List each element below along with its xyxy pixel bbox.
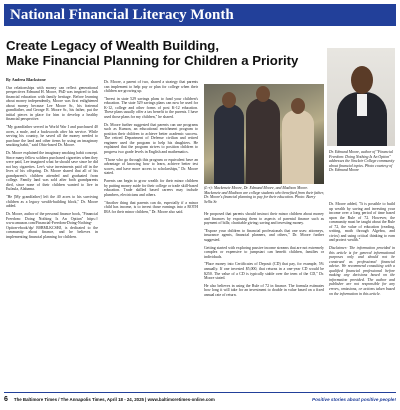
paragraph: Dr. Moore, a parent of two, shared a strategy that parents can implement to help pay or plan for college when their children are growing up. [104, 80, 198, 94]
paragraph: "Those who go through this program or equivalent have an advantage of knowing how to learn, achieve better test scores, and have more access to scholarships," Dr. Moore stated. [104, 157, 198, 176]
section-banner [4, 4, 396, 26]
byline: By Andrea Blackstone [6, 77, 46, 82]
paragraph: "Invest in state 529 savings plans to fund your children's education. The state 529 savings plans can now be used for K-12, college and other forms of post K-12 education. These plans usually offer a tax benefit to the parents. I have used those plans for my children," he shared. [104, 96, 198, 120]
person-head [222, 92, 236, 108]
headline-line-1: Create Legacy of Wealth Building, [6, 38, 219, 53]
person-figure [246, 98, 280, 184]
person-head [256, 86, 270, 102]
publication-info: The Baltimore Times / The Annapolis Times, April 18 - 24, 2025 | www.baltimoretimes-online.com [13, 397, 215, 402]
article-column-4 [329, 202, 395, 299]
shirt-shape [357, 94, 367, 116]
portrait-caption: Dr. Edmund Moore, author of "Financial Freedom: Doing Nothing Is An Option" addresses the Sinclair College community about financial topics. Photo courtesy of Dr. Edmund Moore [329, 150, 395, 173]
paragraph: "My grandfather served in World War I and purchased 40 acres, a mule, and a backwoods after his service. While serving his country, he saved all the money needed to purchase the land and other items by using an imaginary smoking habit," said Ohio-based Dr. Moore. [6, 125, 98, 148]
paragraph: "Another thing that parents can do, especially if a minor child has income, is to invest those earnings into a ROTH IRA for their minor children," Dr. Moore also said. [104, 200, 198, 214]
paragraph: Dr. Moore further suggested that parents can use programs such as Kumon, an educational enrichment program to position their children to achieve better academic success. The retired Department of Defense civilian and retired engineer used the program to help his daughters. He explained that the program strives to position children to progress two grade levels in English and mathematics. [104, 122, 198, 155]
disclaimer-label: Disclaimer: [329, 246, 348, 251]
disclaimer-text: The information provided in this article is for general informational purposes only and should not be construed as professional financial advice. We recommend consulting with a qualified financial professional before making any decisions based on the information provided. The author and publisher are not responsible for any errors, omissions, or actions taken based on the information in this article. [329, 246, 395, 296]
page-number: 6 [4, 396, 8, 403]
portrait-photo [327, 48, 395, 146]
paragraph: Our relationships with money can reflect generational perspectives Edmund H. Moore, PhD was inspired to link financial education with family heritage. Before learning about money independently, Moore was first enlightened about money because Lee Moore Sr., his fraternal grandfather, and George R. Moore Sr., his father, put the initial pieces in place for him to develop a healthy financial perspective. [6, 85, 98, 122]
headline [6, 38, 336, 68]
person-figure [214, 104, 244, 184]
paragraph: Dr. Moore added, "It is possible to build up wealth by saving and investing your income over a long period of time based upon the Rule of 72. However, the community must be taught about the Rule of 72, the value of education (reading, writing, math through Algebra, and civics) and using critical thinking to earn and protect wealth." [329, 202, 395, 243]
group-photo [204, 84, 324, 184]
paragraph: Getting started with exploring passive income streams that are not extremely complex or expensive to jumpstart can benefit children, families or individuals. [204, 245, 324, 259]
article-column-2 [104, 80, 198, 217]
group-photo-caption: (L-r): Mackenzie Moore, Dr. Edmund Moore, and Madison Moore. Mackenzie and Madison are college students who benefited from their father, Dr. Moore's financial planning to pay for their education. Photo: Barry Sellis Sr. [204, 186, 324, 204]
banner-title: National Financial Literacy Month [10, 6, 234, 23]
person-head [351, 66, 373, 94]
page-footer [4, 392, 396, 406]
article-column-1 [6, 78, 98, 242]
paragraph: "Expose your children to financial professionals that one uses: attorneys, insurance agents, financial planners, and others," Dr. Moore further suggested. [204, 228, 324, 242]
headline-line-2: Make Financial Planning for Children a Priority [6, 53, 299, 68]
paragraph: He also believes in using the Rule of 72 in finance. The formula estimates how long it will take for an investment to double in value based on a fixed annual rate of return. [204, 283, 324, 297]
paragraph: "Place money into Certificates of Deposit (CD) that pay, for example, 5% annually. If one invested $5,000, that returns in a one-year CD would be $250. The value of a CD is typically stable over the term of the CD," Dr. Moore stated. [204, 262, 324, 281]
person-figure [282, 110, 314, 184]
person-head [291, 98, 305, 114]
paragraph: "He [My grandfather] left the 40 acres to his surviving children as a legacy wealth-building block," Dr. Moore added. [6, 195, 98, 209]
paragraph: Parents can begin to grow wealth for their minor children by putting money aside for their college or trade skill-based education. Trade skilled based careers may include plumbers, electricians and others. [104, 179, 198, 197]
footer-tagline: Positive stories about positive people! [312, 397, 396, 402]
paragraph: Dr. Moore, author of the personal finance book, "Financial Freedom: Doing Nothing Is An Option" https:// www.amazon.com/Financial-Freedom-Doing-Nothing-Option-ebook/dp/ B0BMLKCSHJ, is dedicated to the community about finance, and he believes in implementing financial planning for children. [6, 211, 98, 239]
paragraph: Dr. Moore explained the imaginary smoking habit concept. Since many fellow soldiers purchased cigarettes when they were paid, Lee imagined what he should save since he did not buy cigarettes. Lee's wise investments paid off in the lives of his offspring. Dr. Moore shared that all of his grandparent's children attended and graduated from college. Family land was sold after both grandparents died, since none of their children wanted to live in Eufaula, Alabama. [6, 151, 98, 192]
paragraph: He proposed that parents should instruct their minor children about money and finances by exposing them to aspects of parental finance such as payment of bills; charitable giving; saving and investing money. [204, 212, 324, 226]
article-column-3 [204, 212, 324, 301]
disclaimer [329, 246, 395, 296]
